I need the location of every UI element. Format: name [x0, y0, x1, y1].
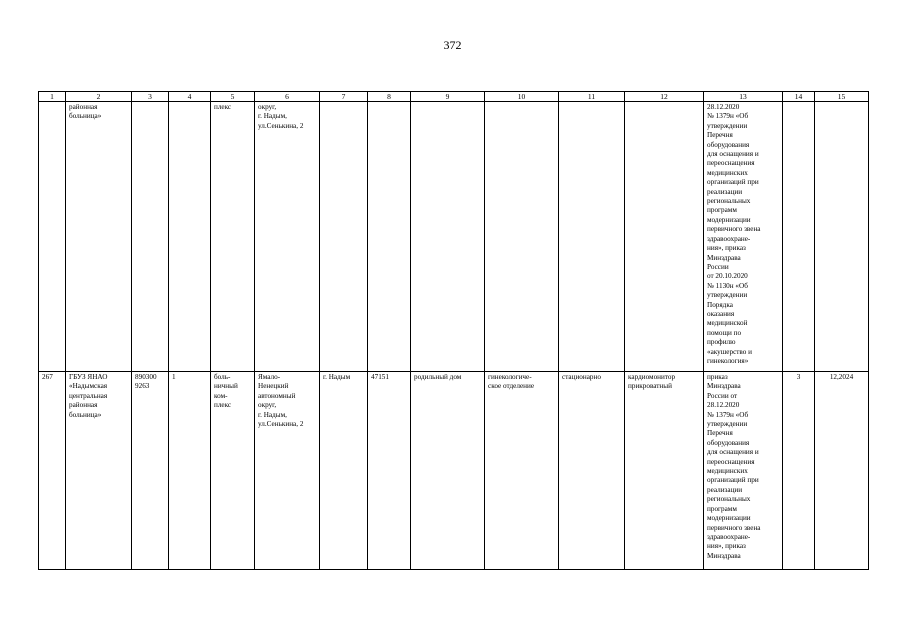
table-row: [39, 102, 869, 372]
cell-city: [320, 102, 368, 372]
column-number: 6: [255, 92, 320, 102]
cell-equipment: кардиомонитор прикроватный: [625, 372, 704, 570]
cell-inn: [132, 102, 169, 372]
cell-inn: 890300 9263: [132, 372, 169, 570]
page-number: 372: [443, 38, 462, 52]
cell-care-type: [559, 102, 625, 372]
cell-regulation: 28.12.2020 № 1379н «Об утверждении Перечня оборудования для оснащения и переоснащения медицинских организаций при реализации региональных программ модернизации первичного звена здравоохране- ния», приказ Минздрава России от 20.10.2020 № 1130н «Об утверждении Порядка оказания медицинской помощи по профилю «акушерство и гинекология»: [704, 102, 783, 372]
column-number: 1: [39, 92, 66, 102]
column-number: 14: [783, 92, 815, 102]
cell-facility: родильный дом: [411, 372, 485, 570]
cell-count: 3: [783, 372, 815, 570]
column-number: 3: [132, 92, 169, 102]
cell-department: гинекологиче- ское отделение: [485, 372, 559, 570]
column-number: 8: [368, 92, 411, 102]
column-number: 5: [211, 92, 255, 102]
equipment-table: [38, 91, 869, 570]
cell-address: округ, г. Надым, ул.Сенькина, 2: [255, 102, 320, 372]
cell-quantity: 1: [169, 372, 211, 570]
column-number: 12: [625, 92, 704, 102]
cell-address: Ямало- Ненецкий автономный округ, г. Надым, ул.Сенькина, 2: [255, 372, 320, 570]
table-row: [39, 372, 869, 570]
cell-facility: [411, 102, 485, 372]
column-number: 11: [559, 92, 625, 102]
cell-deadline: 12,2024: [815, 372, 869, 570]
cell-count: [783, 102, 815, 372]
cell-building-type: плекс: [211, 102, 255, 372]
column-number: 10: [485, 92, 559, 102]
column-number: 9: [411, 92, 485, 102]
cell-row-number: 267: [39, 372, 66, 570]
cell-organization: ГБУЗ ЯНАО «Надымская центральная районная больница»: [66, 372, 132, 570]
cell-row-number: [39, 102, 66, 372]
cell-city: г. Надым: [320, 372, 368, 570]
cell-quantity: [169, 102, 211, 372]
cell-equipment: [625, 102, 704, 372]
cell-deadline: [815, 102, 869, 372]
column-number: 4: [169, 92, 211, 102]
cell-department: [485, 102, 559, 372]
cell-care-type: стационарно: [559, 372, 625, 570]
cell-organization: районная больница»: [66, 102, 132, 372]
cell-code: [368, 102, 411, 372]
column-number: 7: [320, 92, 368, 102]
column-number: 13: [704, 92, 783, 102]
cell-regulation: приказ Минздрава России от 28.12.2020 № 1379н «Об утверждении Перечня оборудования для оснащения и переоснащения медицинских организаций при реализации региональных программ модернизации первичного звена здравоохране- ния», приказ Минздрава: [704, 372, 783, 570]
column-number: 2: [66, 92, 132, 102]
cell-building-type: боль- ничный ком- плекс: [211, 372, 255, 570]
cell-code: 47151: [368, 372, 411, 570]
column-number-row: [39, 92, 869, 102]
column-number: 15: [815, 92, 869, 102]
